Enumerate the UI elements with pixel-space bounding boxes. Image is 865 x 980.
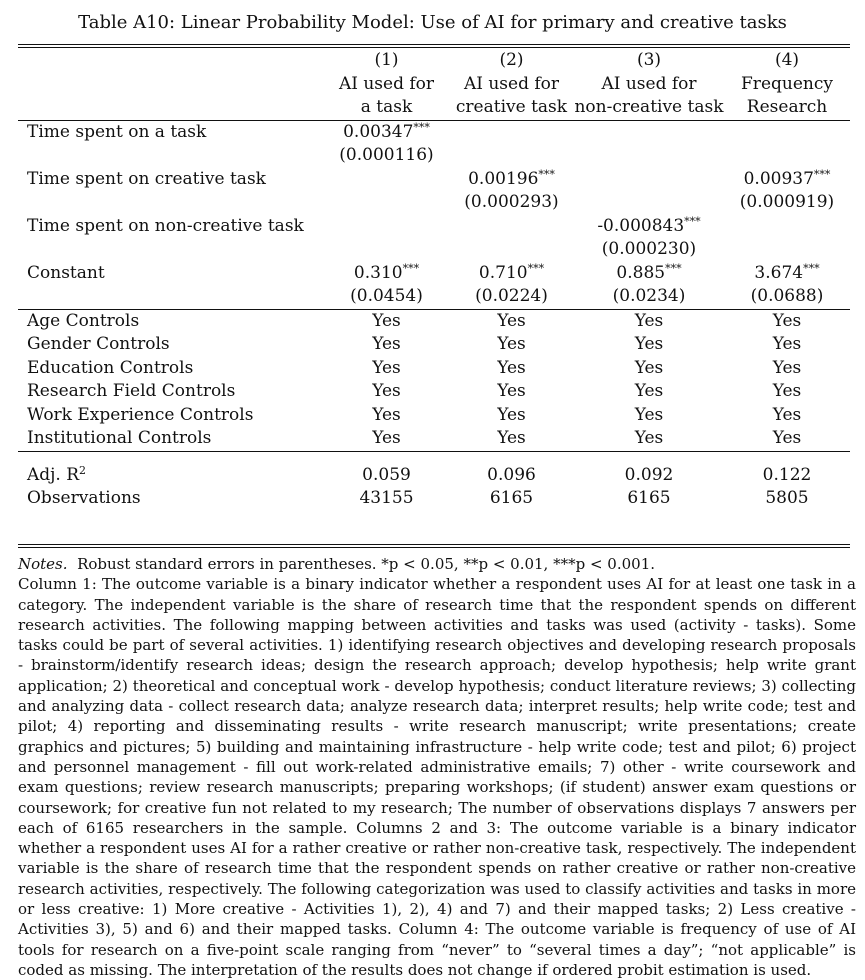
coefficient-cell — [449, 215, 574, 239]
statistic-value: 0.122 — [762, 464, 812, 485]
coefficient-cell — [724, 168, 850, 192]
coefficient-value: 0.00347 — [343, 121, 414, 142]
control-label: Research Field Controls — [27, 381, 236, 401]
standard-error-cell: (0.0454) — [350, 286, 423, 306]
table-caption: Table A10: Linear Probability Model: Use of AI for primary and creative tasks — [78, 12, 787, 33]
row-label: Time spent on creative task — [27, 168, 266, 189]
standard-error-cell — [574, 191, 724, 215]
column-number: (2) — [499, 50, 524, 70]
coefficient-row — [18, 215, 850, 239]
stats-spacer — [18, 452, 850, 464]
significance-stars: *** — [684, 214, 701, 228]
standard-error-cell — [324, 238, 449, 262]
control-value: Yes — [497, 334, 526, 354]
row-label-blank — [18, 144, 324, 168]
control-row — [18, 357, 850, 381]
control-row — [18, 427, 850, 451]
statistic-value: 43155 — [359, 488, 414, 508]
coefficient-value: 0.00196 — [468, 168, 539, 189]
coefficient-cell — [324, 121, 449, 145]
control-row — [18, 333, 850, 357]
standard-error-cell: (0.000230) — [601, 239, 697, 259]
control-value: Yes — [497, 381, 526, 401]
column-title: AI used for — [463, 73, 560, 94]
statistic-label — [18, 464, 324, 488]
header-row-line1 — [18, 73, 850, 97]
row-label-blank — [18, 285, 324, 309]
control-value: Yes — [497, 404, 526, 425]
control-value: Yes — [372, 334, 401, 354]
control-label: Institutional Controls — [27, 428, 212, 448]
control-label: Work Experience Controls — [27, 404, 254, 425]
coefficient-cell — [574, 121, 724, 145]
control-value: Yes — [372, 310, 401, 331]
row-label: Constant — [27, 262, 105, 283]
notes-significance-line — [18, 554, 856, 574]
column-number: (3) — [636, 50, 662, 70]
coefficient-cell — [724, 121, 850, 145]
control-value: Yes — [372, 404, 401, 425]
control-value: Yes — [772, 381, 802, 401]
statistic-row — [18, 464, 850, 488]
coefficient-row — [18, 121, 850, 145]
coefficient-row — [18, 262, 850, 286]
standard-error-cell — [724, 238, 850, 262]
coefficient-row — [18, 168, 850, 192]
standard-error-cell: (0.0688) — [750, 286, 824, 306]
standard-error-cell — [724, 144, 850, 168]
statistic-value: 6165 — [627, 488, 671, 508]
standard-error-cell — [574, 144, 724, 168]
statistic-label-text: Observations — [27, 488, 141, 508]
top-rule-inner — [18, 47, 850, 48]
statistic-label-text: Adj. R — [27, 464, 80, 485]
standard-error-cell — [449, 238, 574, 262]
column-title: Frequency — [741, 73, 833, 94]
coefficient-value: 3.674 — [754, 262, 804, 283]
control-value: Yes — [634, 357, 664, 378]
control-value: Yes — [497, 357, 526, 378]
control-value: Yes — [772, 310, 802, 331]
coefficient-cell — [574, 168, 724, 192]
coefficient-cell — [574, 215, 724, 239]
statistic-label — [18, 487, 324, 511]
coefficient-cell — [724, 262, 850, 286]
statistic-label-superscript: 2 — [79, 463, 87, 477]
header-row-line2 — [18, 96, 850, 120]
notes-label: Notes. — [18, 555, 68, 573]
coefficient-value: 0.310 — [353, 262, 403, 283]
control-value: Yes — [772, 428, 802, 448]
control-value: Yes — [497, 428, 526, 448]
coefficient-cell — [574, 262, 724, 286]
row-label-blank — [18, 191, 324, 215]
header-blank — [18, 49, 324, 73]
coefficient-value: 0.885 — [616, 262, 666, 283]
control-value: Yes — [372, 428, 401, 448]
control-row — [18, 404, 850, 428]
bottom-rule-inner — [18, 547, 850, 548]
control-value: Yes — [634, 404, 664, 425]
coefficient-value: 0.710 — [478, 262, 528, 283]
notes-body: Column 1: The outcome variable is a binary indicator whether a respondent uses AI for at least one task in a category. The independent variable is the share of research time that the respondent spends on different research activities. The following mapping between activities and tasks was used (activity - tasks). Some tasks could be part of several activities. 1) identifying research objectives and developing research proposals - brainstorm/identify research ideas; design the research approach; develop hypothesis; help write grant application; 2) theoretical and conceptual work - develop hypothesis; conduct literature reviews; 3) collecting and analyzing data - collect research data; analyze research data; interpret results; help write code; test and pilot; 4) reporting and disseminating results - write research manuscript; write presentations; create graphics and pictures; 5) building and maintaining infrastructure - help write code; test and pilot; 6) project and personnel management - fill out work-related administrative emails; 7) other - write coursework and exam questions; review research manuscripts; preparing workshops; (if student) answer exam questions or coursework; for creative fun not related to my research; The number of observations displays 7 answers per each of 6165 researchers in the sample. Columns 2 and 3: The outcome variable is a binary indicator whether a respondent uses AI for a rather creative or rather non-creative task, respectively. The independent variable is the share of research time that the respondent spends on rather creative or rather non-creative research activities, respectively. The following categorization was used to classify activities and tasks in more or less creative: 1) More creative - Activities 1), 2), 4) and 7) and their mapped tasks; 2) Less creative - Activities 3), 5) and 6) and their mapped tasks. Column 4: The outcome variable is frequency of use of AI tools for research on a five-point scale ranging from “never” to “several times a day”; “not applicable” is coded as missing. The interpretation of the results does not change if ordered probit estimation is used. — [18, 575, 856, 979]
statistic-value: 5805 — [765, 488, 809, 508]
control-label: Age Controls — [27, 310, 140, 331]
standard-error-cell: (0.0224) — [475, 286, 548, 306]
control-value: Yes — [772, 334, 802, 354]
coefficient-cell — [324, 215, 449, 239]
coefficient-cell — [324, 168, 449, 192]
coefficient-value: 0.00937 — [743, 168, 814, 189]
control-value: Yes — [634, 381, 664, 401]
control-label: Education Controls — [27, 357, 194, 378]
coefficient-cell — [449, 262, 574, 286]
standard-error-row — [18, 191, 850, 215]
standard-error-row — [18, 285, 850, 309]
control-row — [18, 380, 850, 404]
column-number: (1) — [374, 50, 399, 70]
control-value: Yes — [372, 381, 401, 401]
standard-error-cell: (0.000919) — [739, 192, 835, 212]
statistic-row — [18, 487, 850, 511]
control-value: Yes — [772, 357, 802, 378]
coefficient-cell — [449, 168, 574, 192]
standard-error-cell: (0.0234) — [612, 286, 686, 306]
column-title: AI used for — [601, 73, 697, 94]
control-label: Gender Controls — [27, 334, 170, 354]
significance-stars: *** — [813, 167, 831, 181]
column-title: a task — [360, 97, 413, 117]
significance-stars: *** — [803, 261, 820, 275]
standard-error-row — [18, 144, 850, 168]
significance-stars: *** — [413, 120, 430, 134]
statistic-value: 0.059 — [362, 464, 411, 485]
header-blank — [18, 73, 324, 97]
column-title: AI used for — [338, 73, 435, 94]
standard-error-cell — [449, 144, 574, 168]
control-value: Yes — [372, 357, 401, 378]
control-value: Yes — [634, 428, 664, 448]
coefficient-cell — [449, 121, 574, 145]
header-row-numbers — [18, 49, 850, 73]
statistic-value: 0.096 — [487, 464, 536, 485]
top-rule-outer — [18, 44, 850, 45]
header-blank — [18, 96, 324, 120]
row-label-blank — [18, 238, 324, 262]
standard-error-cell — [324, 191, 449, 215]
row-label: Time spent on non-creative task — [27, 215, 304, 236]
bottom-rule-outer — [18, 544, 850, 545]
standard-error-cell: (0.000293) — [464, 192, 559, 212]
control-value: Yes — [497, 310, 526, 331]
significance-stars: *** — [538, 167, 555, 181]
regression-table — [18, 49, 850, 511]
column-number: (4) — [774, 50, 800, 70]
row-label: Time spent on a task — [27, 121, 207, 142]
control-value: Yes — [634, 334, 664, 354]
coefficient-cell — [324, 262, 449, 286]
coefficient-value: -0.000843 — [597, 215, 685, 236]
coefficient-cell — [724, 215, 850, 239]
statistic-value: 0.092 — [624, 464, 674, 485]
column-title: creative task — [455, 97, 568, 117]
table-notes — [18, 554, 856, 980]
control-value: Yes — [772, 404, 802, 425]
control-row — [18, 310, 850, 334]
standard-error-cell: (0.000116) — [339, 145, 434, 165]
significance-stars: *** — [527, 261, 545, 275]
notes-significance: Robust standard errors in parentheses. *p < 0.05, **p < 0.01, ***p < 0.001. — [77, 555, 656, 573]
control-value: Yes — [634, 310, 664, 331]
standard-error-row — [18, 238, 850, 262]
significance-stars: *** — [665, 261, 682, 275]
column-title: non-creative task — [574, 97, 724, 117]
column-title: Research — [746, 97, 828, 117]
significance-stars: *** — [402, 261, 420, 275]
statistic-value: 6165 — [489, 488, 534, 508]
